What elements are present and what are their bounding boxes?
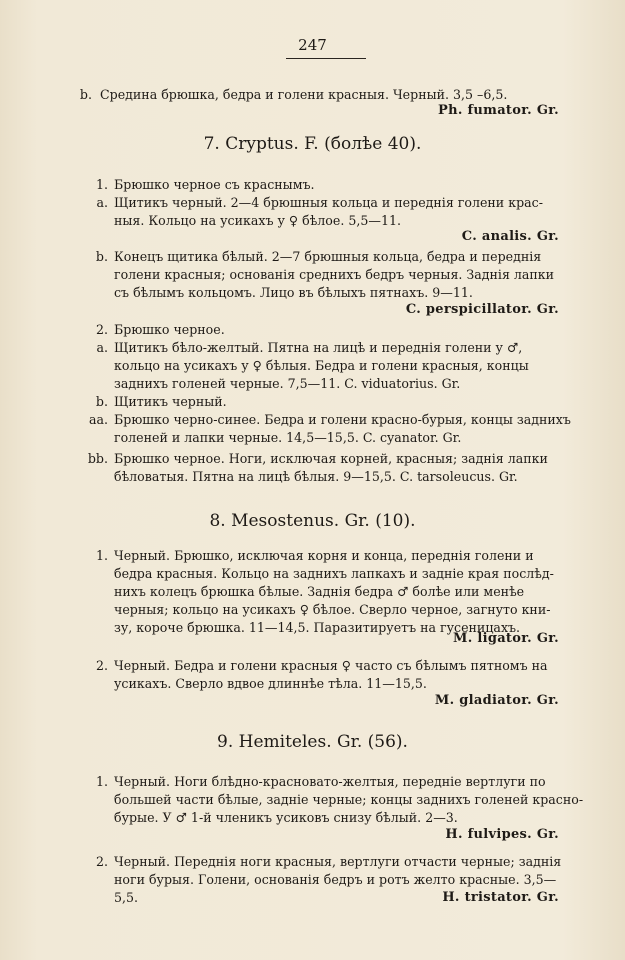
entry-marker: 1.	[95, 548, 108, 563]
entry-line: кольцо на усикахъ у ♀ бѣлыя. Бедра и голени красныя, концы	[114, 358, 529, 373]
entry-line: Средина брюшка, бедра и голени красныя. Черный. 3,5 –6,5.	[100, 87, 508, 102]
entry-marker: a.	[96, 195, 108, 210]
entry-marker: 2.	[95, 322, 108, 337]
page-number-rule	[286, 58, 366, 59]
entry-marker: 1.	[95, 774, 108, 789]
entry-marker: 2.	[95, 658, 108, 673]
genus-heading-mesostenus: 8. Mesostenus. Gr. (10).	[209, 511, 416, 531]
entry-line: Брюшко черно-синее. Бедра и голени красно-бурыя, концы заднихъ	[114, 412, 571, 427]
species-reference: M. ligator. Gr.	[453, 631, 559, 646]
entry-line: Черный. Ноги блѣдно-красновато-желтыя, переднiе вертлуги по	[114, 774, 546, 789]
species-reference: H. tristator. Gr.	[442, 890, 559, 905]
species-reference: Ph. fumator. Gr.	[438, 103, 559, 118]
entry-line: Черный. Брюшко, исключая корня и конца, переднія голени и	[114, 548, 534, 563]
entry-line: бѣловатыя. Пятна на лицѣ бѣлыя. 9—15,5. C. tarsoleucus. Gr.	[114, 469, 518, 484]
entry-line: Брюшко черное. Ноги, исключая корней, красныя; заднія лапки	[114, 451, 548, 466]
entry-line: заднихъ голеней черные. 7,5—11. C. viduatorius. Gr.	[114, 376, 461, 391]
entry-line: Черный. Переднія ноги красныя, вертлуги отчасти черные; заднія	[114, 854, 562, 869]
species-reference: C. perspicillator. Gr.	[405, 302, 559, 317]
entry-line: ныя. Кольцо на усикахъ у ♀ бѣлое. 5,5—11.	[114, 213, 401, 228]
entry-line: черныя; кольцо на усикахъ ♀ бѣлое. Сверло черное, загнуто кни-	[114, 602, 551, 617]
page-number: 247	[298, 36, 327, 54]
entry-marker: b.	[79, 87, 92, 102]
entry-line: Брюшко черное съ краснымъ.	[114, 177, 315, 192]
entry-line: Брюшко черное.	[114, 322, 225, 337]
species-reference: H. fulvipes. Gr.	[445, 827, 559, 842]
entry-line: Щитикъ черный.	[114, 394, 227, 409]
entry-line: бедра красныя. Кольцо на заднихъ лапкахъ и задніе края послѣд-	[114, 566, 554, 581]
entry-marker: b.	[95, 249, 108, 264]
entry-marker: 1.	[95, 177, 108, 192]
entry-line: нихъ колецъ брюшка бѣлые. Заднія бедра ♂ болѣе или менѣе	[114, 584, 525, 599]
entry-line: большей части бѣлые, задніе черные; концы заднихъ голеней красно-	[114, 792, 584, 807]
species-reference: C. analis. Gr.	[461, 229, 559, 244]
entry-line: Щитикъ бѣло-желтый. Пятна на лицѣ и переднія голени у ♂,	[114, 340, 523, 355]
entry-line: голеней и лапки черные. 14,5—15,5. C. cyanator. Gr.	[114, 430, 462, 445]
genus-heading-hemiteles: 9. Hemiteles. Gr. (56).	[217, 732, 408, 752]
entry-marker: 2.	[95, 854, 108, 869]
entry-line: голени красныя; основанія среднихъ бедръ черныя. Заднія лапки	[114, 267, 555, 282]
entry-line: Черный. Бедра и голени красныя ♀ часто съ бѣлымъ пятномъ на	[114, 658, 548, 673]
entry-marker: aa.	[88, 412, 108, 427]
entry-line: съ бѣлымъ кольцомъ. Лицо въ бѣлыхъ пятнахъ. 9—11.	[114, 285, 473, 300]
entry-line: Конецъ щитика бѣлый. 2—7 брюшныя кольца, бедра и переднія	[114, 249, 542, 264]
entry-marker: bb.	[87, 451, 108, 466]
entry-marker: b.	[95, 394, 108, 409]
entry-line: ноги бурыя. Голени, основанія бедръ и ротъ желто красные. 3,5—	[114, 872, 557, 887]
genus-heading-cryptus: 7. Cryptus. F. (болѣе 40).	[203, 134, 422, 154]
entry-marker: a.	[96, 340, 108, 355]
entry-line: усикахъ. Сверло вдвое длиннѣе тѣла. 11—15,5.	[114, 676, 427, 691]
entry-line: Щитикъ черный. 2—4 брюшныя кольца и переднія голени крас-	[114, 195, 543, 210]
species-reference: M. gladiator. Gr.	[434, 693, 559, 708]
entry-line: зу, короче брюшка. 11—14,5. Паразитируетъ на гусеницахъ.	[114, 620, 521, 635]
entry-line: 5,5.	[114, 890, 139, 905]
entry-line: бурые. У ♂ 1-й членикъ усиковъ снизу бѣлый. 2—3.	[114, 810, 458, 825]
